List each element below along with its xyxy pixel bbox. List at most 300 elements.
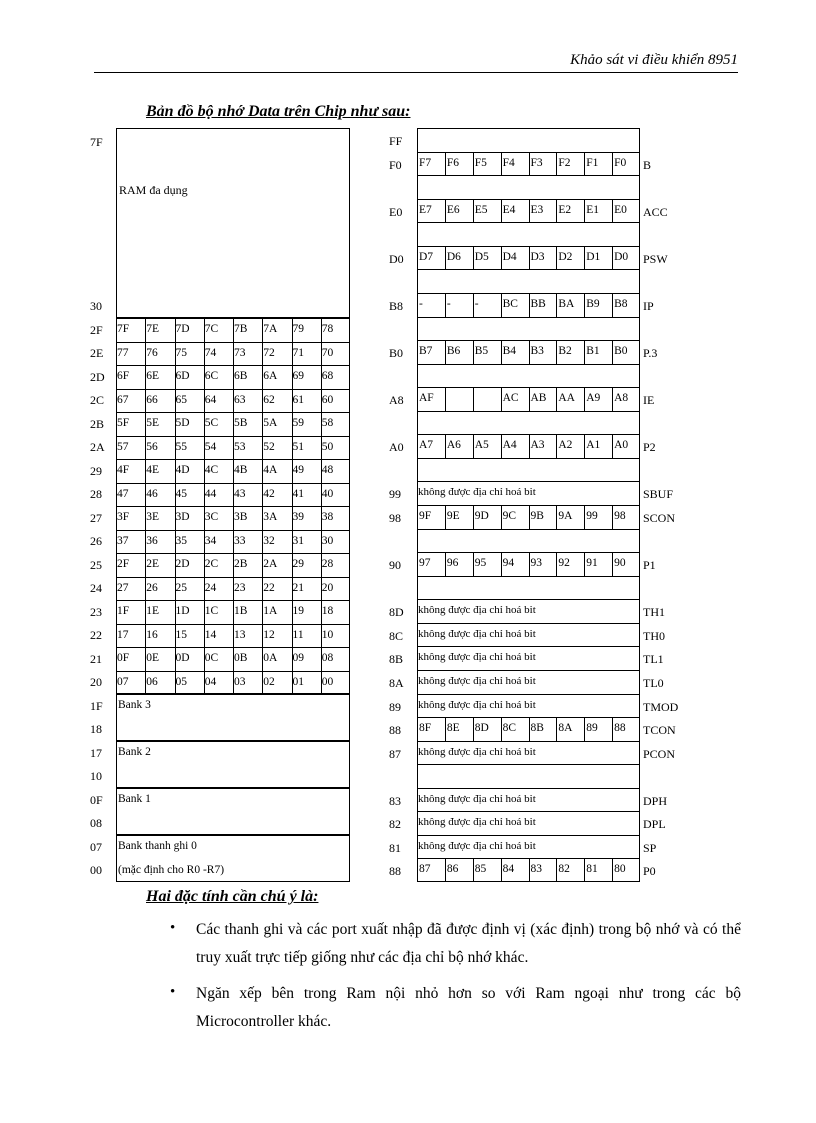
column-divider bbox=[233, 318, 234, 694]
bit-address-cell: F2 bbox=[558, 156, 571, 169]
bit-address-cell: A2 bbox=[558, 439, 573, 452]
address-label: 30 bbox=[90, 299, 102, 313]
column-divider bbox=[473, 293, 474, 317]
bit-address-cell: 10 bbox=[321, 628, 334, 641]
bit-address-cell: 49 bbox=[292, 464, 304, 476]
address-label: 2F bbox=[90, 322, 103, 337]
bit-address-cell: 4C bbox=[204, 464, 219, 476]
bit-address-cell: - bbox=[474, 297, 479, 310]
bit-address-cell: 87 bbox=[419, 863, 431, 876]
bit-address-cell: 40 bbox=[321, 487, 334, 500]
bit-address-cell: 96 bbox=[446, 557, 459, 570]
bit-address-cell: 92 bbox=[558, 557, 570, 570]
column-divider bbox=[529, 293, 530, 317]
non-bit-addressable-note: không được địa chỉ hoá bit bbox=[418, 486, 536, 499]
bit-address-cell: 17 bbox=[117, 628, 129, 641]
bit-address-cell: 80 bbox=[614, 863, 626, 876]
column-divider bbox=[501, 387, 502, 411]
register-bank-block bbox=[116, 788, 350, 835]
column-divider bbox=[612, 387, 613, 411]
column-divider bbox=[473, 434, 474, 458]
bit-address-cell: 3D bbox=[175, 511, 190, 523]
bit-address-cell: 00 bbox=[321, 675, 334, 688]
bit-address-cell: 37 bbox=[117, 534, 129, 547]
bit-address-cell: B7 bbox=[419, 345, 433, 358]
bit-address-cell: B5 bbox=[474, 345, 489, 358]
bit-address-cell: 6C bbox=[204, 370, 219, 382]
bit-address-cell: 8C bbox=[502, 722, 517, 735]
bit-address-cell: 7D bbox=[175, 323, 190, 335]
row-divider bbox=[417, 646, 640, 647]
bit-address-cell: 7B bbox=[234, 323, 248, 335]
column-divider bbox=[556, 199, 557, 223]
sfr-address-label: FF bbox=[389, 134, 403, 148]
bit-address-cell: 03 bbox=[234, 675, 246, 688]
bit-address-cell: 4D bbox=[175, 464, 190, 476]
bit-address-cell: 91 bbox=[586, 557, 598, 570]
bit-address-cell: 11 bbox=[292, 628, 304, 641]
column-divider bbox=[501, 340, 502, 364]
bit-address-cell: 68 bbox=[321, 370, 334, 382]
bit-address-cell: 2B bbox=[234, 558, 248, 570]
bit-address-cell: 0F bbox=[117, 652, 130, 664]
sfr-name-label: TL1 bbox=[643, 652, 664, 667]
sfr-name-label: P0 bbox=[643, 864, 656, 879]
column-divider bbox=[556, 717, 557, 741]
bit-address-cell: 1D bbox=[175, 605, 190, 617]
bit-address-cell: F3 bbox=[530, 156, 543, 169]
row-divider bbox=[417, 269, 640, 270]
bit-address-cell: AC bbox=[502, 392, 519, 405]
bit-address-cell: AA bbox=[558, 392, 575, 405]
bit-address-cell: 47 bbox=[117, 487, 129, 500]
register-bank-label: Bank 2 bbox=[118, 746, 151, 758]
bit-address-cell: 14 bbox=[204, 628, 217, 641]
bit-address-cell: 19 bbox=[292, 605, 304, 617]
column-divider bbox=[584, 293, 585, 317]
column-divider bbox=[612, 858, 613, 882]
column-divider bbox=[584, 340, 585, 364]
column-divider bbox=[501, 717, 502, 741]
column-divider bbox=[529, 246, 530, 270]
row-divider bbox=[417, 811, 640, 812]
column-divider bbox=[473, 246, 474, 270]
bit-address-cell: 06 bbox=[146, 675, 158, 688]
bit-address-cell: AF bbox=[419, 392, 434, 405]
bit-address-cell: 0E bbox=[146, 652, 160, 664]
bit-address-cell: 1A bbox=[263, 605, 278, 617]
column-divider bbox=[584, 717, 585, 741]
column-divider bbox=[556, 387, 557, 411]
address-label: 2D bbox=[90, 369, 105, 384]
sfr-name-label: PSW bbox=[643, 251, 668, 266]
bit-address-cell: 72 bbox=[263, 346, 275, 359]
bit-address-cell: 97 bbox=[419, 557, 431, 570]
bit-address-cell: 5B bbox=[234, 417, 248, 429]
bit-address-cell: 82 bbox=[558, 863, 570, 876]
sfr-address-label: 8D bbox=[389, 605, 404, 620]
register-bank-block bbox=[116, 741, 350, 788]
bit-address-cell: 50 bbox=[321, 440, 334, 453]
column-divider bbox=[501, 246, 502, 270]
bit-address-cell: 05 bbox=[175, 675, 187, 688]
bit-address-cell: 2C bbox=[204, 558, 219, 570]
sfr-address-label: 87 bbox=[389, 746, 401, 761]
bit-address-cell: 12 bbox=[263, 628, 275, 641]
bit-address-cell: 28 bbox=[321, 558, 334, 570]
diagram-title: Bản đồ bộ nhớ Data trên Chip như sau: bbox=[146, 103, 411, 120]
column-divider bbox=[145, 318, 146, 694]
row-divider bbox=[417, 741, 640, 742]
sfr-name-label: IE bbox=[643, 393, 655, 408]
bit-address-cell: 44 bbox=[204, 487, 217, 500]
address-label: 20 bbox=[90, 675, 102, 690]
row-divider bbox=[417, 764, 640, 765]
bit-address-cell: 77 bbox=[117, 346, 129, 359]
bank0-note: (mặc định cho R0 -R7) bbox=[118, 863, 225, 876]
bit-address-cell: 39 bbox=[292, 511, 304, 523]
column-divider bbox=[612, 152, 613, 176]
bit-address-cell: - bbox=[419, 297, 423, 310]
bit-address-cell: 1C bbox=[204, 605, 219, 617]
bit-address-cell: 7F bbox=[117, 323, 130, 335]
register-bank-label: Bank thanh ghi 0 bbox=[118, 840, 197, 852]
bit-address-cell: A4 bbox=[502, 439, 517, 452]
address-label: 28 bbox=[90, 487, 102, 502]
bit-address-cell: 9A bbox=[558, 510, 573, 522]
bit-address-cell: 2F bbox=[117, 558, 130, 570]
sfr-name-label: DPL bbox=[643, 817, 666, 832]
column-divider bbox=[445, 858, 446, 882]
bit-address-cell: 3A bbox=[263, 511, 278, 523]
column-divider bbox=[556, 152, 557, 176]
bit-address-cell: - bbox=[446, 297, 451, 310]
bit-address-cell: 85 bbox=[474, 863, 487, 876]
bit-address-cell: 07 bbox=[117, 675, 129, 688]
address-label: 07 bbox=[90, 839, 102, 854]
non-bit-addressable-note: không được địa chỉ hoá bit bbox=[418, 698, 536, 711]
bit-address-cell: 89 bbox=[586, 722, 598, 735]
bit-address-cell: E4 bbox=[502, 203, 516, 216]
sfr-name-label: P.3 bbox=[643, 346, 658, 361]
address-label: 17 bbox=[90, 745, 102, 760]
bit-address-cell: 2E bbox=[146, 558, 160, 570]
sfr-name-label: B bbox=[643, 157, 652, 172]
bit-address-cell: E0 bbox=[614, 203, 627, 216]
bit-address-cell: F5 bbox=[474, 156, 487, 169]
bit-address-cell: 9B bbox=[530, 510, 544, 522]
row-divider bbox=[417, 411, 640, 412]
bit-address-cell: F4 bbox=[502, 156, 515, 169]
address-label: 2E bbox=[90, 346, 104, 361]
address-label: 10 bbox=[90, 769, 102, 784]
column-divider bbox=[529, 717, 530, 741]
bit-address-cell: 9F bbox=[419, 510, 432, 522]
bit-address-cell: D5 bbox=[474, 250, 489, 263]
column-divider bbox=[501, 199, 502, 223]
column-divider bbox=[556, 293, 557, 317]
bit-address-cell: 2D bbox=[175, 558, 190, 570]
row-divider bbox=[417, 364, 640, 365]
column-divider bbox=[584, 152, 585, 176]
bit-address-cell: 33 bbox=[234, 534, 246, 547]
bit-address-cell: 25 bbox=[175, 581, 187, 594]
column-divider bbox=[473, 199, 474, 223]
row-divider bbox=[417, 599, 640, 600]
column-divider bbox=[473, 340, 474, 364]
column-divider bbox=[584, 552, 585, 576]
address-label: 0F bbox=[90, 792, 103, 807]
column-divider bbox=[529, 552, 530, 576]
bit-address-cell: 35 bbox=[175, 534, 187, 547]
bit-address-cell: 21 bbox=[292, 581, 304, 594]
bit-address-cell: 55 bbox=[175, 440, 187, 453]
bit-address-cell: F0 bbox=[614, 156, 627, 169]
sfr-address-label: 89 bbox=[389, 699, 401, 714]
bit-address-cell: 54 bbox=[204, 440, 217, 453]
bullet-text-1: Các thanh ghi và các port xuất nhập đã được định vị (xác định) trong bộ nhớ và có thể truy xuất trực tiếp giống như các địa chỉ bộ nhớ khác. bbox=[196, 921, 741, 966]
address-label: 2B bbox=[90, 416, 105, 431]
address-label: 23 bbox=[90, 604, 102, 619]
column-divider bbox=[445, 717, 446, 741]
bit-address-cell: 78 bbox=[321, 323, 334, 335]
bit-address-cell: 30 bbox=[321, 534, 334, 547]
bit-address-cell: 86 bbox=[446, 863, 459, 876]
column-divider bbox=[445, 434, 446, 458]
column-divider bbox=[584, 387, 585, 411]
bit-address-cell: 32 bbox=[263, 534, 275, 547]
sfr-name-label: P2 bbox=[643, 440, 656, 455]
column-divider bbox=[529, 199, 530, 223]
bit-address-cell: 22 bbox=[263, 581, 275, 594]
column-divider bbox=[445, 246, 446, 270]
address-label: 27 bbox=[90, 510, 102, 525]
sfr-address-label: F0 bbox=[389, 157, 402, 172]
sfr-name-label: P1 bbox=[643, 558, 656, 573]
bit-address-cell: 0A bbox=[263, 652, 278, 664]
sfr-address-label: A0 bbox=[389, 440, 404, 455]
column-divider bbox=[612, 199, 613, 223]
bit-address-cell: 53 bbox=[234, 440, 246, 453]
bit-address-cell: D4 bbox=[502, 250, 517, 263]
column-divider bbox=[529, 387, 530, 411]
bit-address-cell: 3F bbox=[117, 511, 130, 523]
sfr-address-label: E0 bbox=[389, 204, 403, 219]
bit-address-cell: 7C bbox=[204, 323, 219, 335]
address-label: 2C bbox=[90, 393, 105, 408]
non-bit-addressable-note: không được địa chỉ hoá bit bbox=[418, 651, 536, 664]
bit-address-cell: 08 bbox=[321, 652, 334, 664]
column-divider bbox=[612, 717, 613, 741]
column-divider bbox=[445, 152, 446, 176]
bit-address-cell: BC bbox=[502, 297, 518, 310]
column-divider bbox=[445, 552, 446, 576]
bit-address-cell: 02 bbox=[263, 675, 275, 688]
bit-address-cell: 1E bbox=[146, 605, 160, 617]
sfr-address-label: 88 bbox=[389, 864, 401, 879]
bit-address-cell: 8D bbox=[474, 722, 489, 735]
non-bit-addressable-note: không được địa chỉ hoá bit bbox=[418, 674, 536, 687]
non-bit-addressable-note: không được địa chỉ hoá bit bbox=[418, 792, 536, 805]
column-divider bbox=[556, 552, 557, 576]
address-label: 08 bbox=[90, 816, 102, 831]
bit-address-cell: 1F bbox=[117, 605, 130, 617]
bit-address-cell: 24 bbox=[204, 581, 217, 594]
address-label: 24 bbox=[90, 581, 102, 596]
bit-address-cell: 26 bbox=[146, 581, 158, 594]
bit-address-cell: 81 bbox=[586, 863, 598, 876]
column-divider bbox=[584, 246, 585, 270]
non-bit-addressable-note: không được địa chỉ hoá bit bbox=[418, 745, 536, 758]
column-divider bbox=[584, 199, 585, 223]
non-bit-addressable-note: không được địa chỉ hoá bit bbox=[418, 604, 536, 617]
bit-address-cell: 6F bbox=[117, 370, 130, 382]
bit-address-cell: 9C bbox=[502, 510, 517, 522]
bit-address-cell: E5 bbox=[474, 203, 488, 216]
bit-address-cell: 4A bbox=[263, 464, 278, 476]
bit-address-cell: 93 bbox=[530, 557, 542, 570]
bit-address-cell: 36 bbox=[146, 534, 158, 547]
bit-address-cell: AB bbox=[530, 392, 547, 405]
bit-address-cell: 5F bbox=[117, 417, 130, 429]
bit-address-cell: 16 bbox=[146, 628, 158, 641]
general-ram-label: RAM đa dụng bbox=[119, 183, 188, 197]
bit-address-cell: 99 bbox=[586, 510, 598, 522]
sfr-address-label: B8 bbox=[389, 298, 404, 313]
register-bank-label: Bank 3 bbox=[118, 699, 151, 711]
sfr-name-label: PCON bbox=[643, 746, 676, 761]
row-divider bbox=[417, 835, 640, 836]
bit-address-cell: D6 bbox=[446, 250, 461, 263]
column-divider bbox=[584, 505, 585, 529]
bit-address-cell: BB bbox=[530, 297, 546, 310]
column-divider bbox=[175, 318, 176, 694]
row-divider bbox=[417, 623, 640, 624]
bit-address-cell: D2 bbox=[558, 250, 573, 263]
bit-address-cell: 98 bbox=[614, 510, 626, 522]
bit-address-cell: 6B bbox=[234, 370, 248, 382]
column-divider bbox=[445, 199, 446, 223]
bit-address-cell: 0B bbox=[234, 652, 248, 664]
bit-address-cell: F7 bbox=[419, 156, 432, 169]
bit-address-cell: 64 bbox=[204, 393, 217, 406]
bit-address-cell: 7A bbox=[263, 323, 278, 335]
column-divider bbox=[529, 434, 530, 458]
bit-address-cell: A0 bbox=[614, 439, 629, 452]
row-divider bbox=[417, 576, 640, 577]
bit-address-cell: 62 bbox=[263, 393, 275, 406]
column-divider bbox=[612, 293, 613, 317]
bit-address-cell: A1 bbox=[586, 439, 601, 452]
notes-heading: Hai đặc tính cần chú ý là: bbox=[146, 888, 319, 905]
column-divider bbox=[501, 505, 502, 529]
sfr-name-label: ACC bbox=[643, 204, 668, 219]
bit-address-cell: 29 bbox=[292, 558, 304, 570]
sfr-address-label: B0 bbox=[389, 346, 404, 361]
column-divider bbox=[501, 858, 502, 882]
bit-address-cell: 73 bbox=[234, 346, 246, 359]
column-divider bbox=[473, 858, 474, 882]
bit-address-cell: BA bbox=[558, 297, 575, 310]
bit-address-cell: E2 bbox=[558, 203, 572, 216]
row-divider bbox=[417, 458, 640, 459]
bit-address-cell: 9D bbox=[474, 510, 489, 522]
bit-address-cell: F6 bbox=[446, 156, 460, 169]
column-divider bbox=[473, 505, 474, 529]
bit-address-cell: 8F bbox=[419, 722, 432, 735]
bit-address-cell: B1 bbox=[586, 345, 600, 358]
column-divider bbox=[529, 858, 530, 882]
sfr-name-label: TH1 bbox=[643, 605, 665, 620]
bit-address-cell: A6 bbox=[446, 439, 461, 452]
column-divider bbox=[584, 434, 585, 458]
bit-address-cell: A7 bbox=[419, 439, 434, 452]
column-divider bbox=[612, 434, 613, 458]
bit-address-cell: 45 bbox=[175, 487, 187, 500]
sfr-address-label: 88 bbox=[389, 723, 401, 738]
bit-address-cell: 84 bbox=[502, 863, 515, 876]
bit-address-cell: 74 bbox=[204, 346, 217, 359]
column-divider bbox=[473, 387, 474, 411]
bit-address-cell: 4B bbox=[234, 464, 248, 476]
bit-address-cell: B6 bbox=[446, 345, 461, 358]
bit-address-cell: 18 bbox=[321, 605, 334, 617]
general-ram-block bbox=[116, 128, 350, 318]
sfr-address-label: 81 bbox=[389, 840, 401, 855]
bit-address-cell: 42 bbox=[263, 487, 275, 500]
bit-address-cell: 90 bbox=[614, 557, 626, 570]
row-divider bbox=[417, 529, 640, 530]
sfr-address-label: 90 bbox=[389, 558, 401, 573]
column-divider bbox=[584, 858, 585, 882]
bit-address-cell: 38 bbox=[321, 511, 334, 523]
bit-address-cell: 48 bbox=[321, 464, 334, 476]
bit-address-cell: 94 bbox=[502, 557, 515, 570]
sfr-name-label: IP bbox=[643, 298, 654, 313]
sfr-address-label: 8A bbox=[389, 675, 404, 690]
bit-address-cell: D7 bbox=[419, 250, 434, 263]
header-divider bbox=[94, 72, 738, 73]
bit-address-cell: 69 bbox=[292, 370, 304, 382]
bit-address-cell: 66 bbox=[146, 393, 158, 406]
bit-address-cell: 7E bbox=[146, 323, 160, 335]
sfr-name-label: TMOD bbox=[643, 699, 679, 714]
column-divider bbox=[292, 318, 293, 694]
column-divider bbox=[501, 152, 502, 176]
address-label: 7F bbox=[90, 135, 103, 149]
bit-address-cell: 88 bbox=[614, 722, 626, 735]
bit-address-cell: 79 bbox=[292, 323, 304, 335]
address-label: 2A bbox=[90, 440, 105, 455]
address-label: 21 bbox=[90, 651, 102, 666]
column-divider bbox=[556, 246, 557, 270]
bit-address-cell: 1B bbox=[234, 605, 248, 617]
bit-address-cell: 5A bbox=[263, 417, 278, 429]
bit-address-cell: 51 bbox=[292, 440, 304, 453]
bit-address-cell: 63 bbox=[234, 393, 246, 406]
sfr-name-label: SBUF bbox=[643, 487, 674, 502]
bit-address-cell: 4F bbox=[117, 464, 130, 476]
column-divider bbox=[529, 152, 530, 176]
column-divider bbox=[612, 246, 613, 270]
bit-address-cell: 09 bbox=[292, 652, 304, 664]
bit-address-cell: 3C bbox=[204, 511, 219, 523]
bit-address-cell: 95 bbox=[474, 557, 487, 570]
row-divider bbox=[417, 788, 640, 789]
bit-address-cell: 01 bbox=[292, 675, 304, 688]
bit-address-cell: 20 bbox=[321, 581, 334, 594]
bit-address-cell: 60 bbox=[321, 393, 334, 406]
